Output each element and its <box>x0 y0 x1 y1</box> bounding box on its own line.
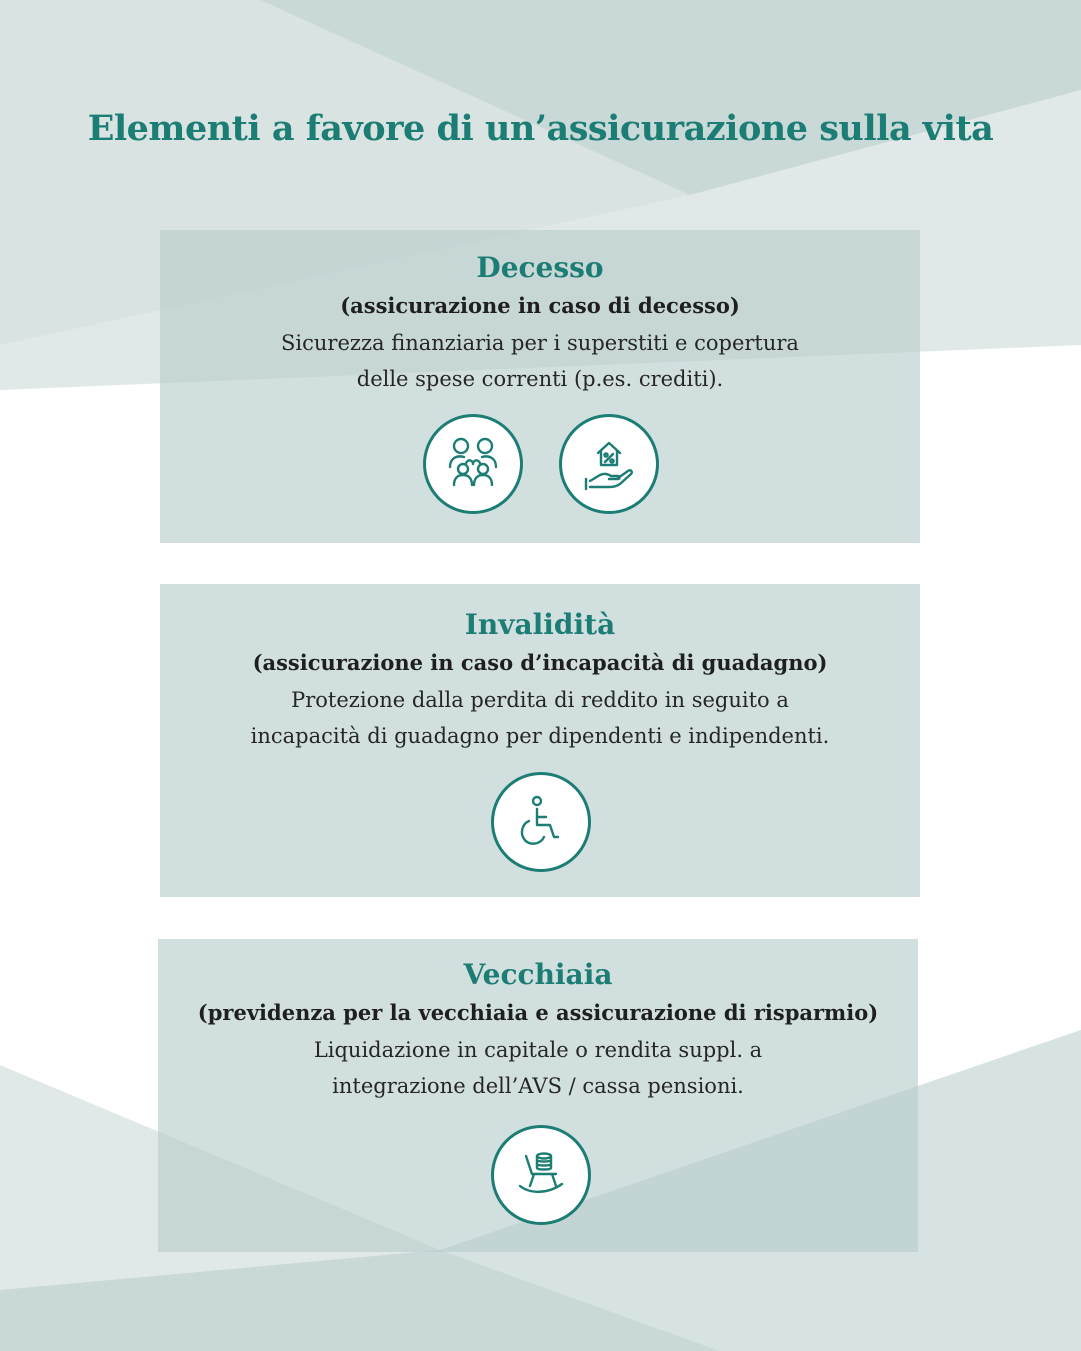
card-vecchiaia-icons <box>0 1125 1081 1225</box>
card-description-line: Protezione dalla perdita di reddito in seguito a <box>291 688 789 712</box>
card-invalidita-content <box>160 606 920 754</box>
rocking-chair-coins-icon <box>491 1125 591 1225</box>
house-percent-hand-icon <box>559 414 659 514</box>
card-title: Decesso <box>476 251 604 284</box>
card-subtitle: (previdenza per la vecchiaia e assicurazione di risparmio) <box>197 1000 879 1025</box>
family-icon <box>423 414 523 514</box>
card-subtitle: (assicurazione in caso di decesso) <box>340 293 740 318</box>
card-decesso-icons <box>0 414 1081 514</box>
card-description-line: Sicurezza finanziaria per i superstiti e copertura <box>281 331 799 355</box>
card-decesso-content <box>160 249 920 397</box>
card-title: Invalidità <box>464 608 616 641</box>
card-subtitle: (assicurazione in caso d’incapacità di guadagno) <box>252 650 828 675</box>
card-vecchiaia-content <box>158 956 918 1104</box>
card-description-line: integrazione dell’AVS / cassa pensioni. <box>332 1074 744 1098</box>
card-description-line: Liquidazione in capitale o rendita suppl. a <box>313 1038 763 1062</box>
card-invalidita-icons <box>0 772 1081 872</box>
card-title: Vecchiaia <box>463 958 613 991</box>
page-title: Elementi a favore di un’assicurazione sulla vita <box>87 108 994 149</box>
card-description-line: delle spese correnti (p.es. crediti). <box>356 367 724 391</box>
card-description-line: incapacità di guadagno per dipendenti e indipendenti. <box>250 724 830 748</box>
wheelchair-icon <box>491 772 591 872</box>
